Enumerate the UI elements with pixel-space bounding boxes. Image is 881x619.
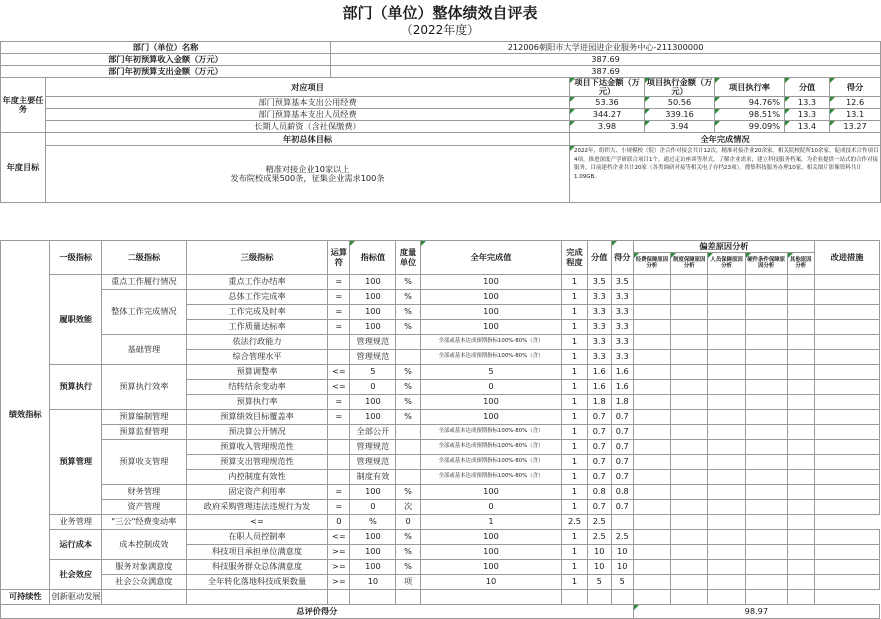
full-cell: 100 (420, 290, 562, 305)
unit-cell (396, 425, 420, 440)
done-cell: 1 (562, 425, 587, 440)
got-header: 得分 (611, 241, 633, 275)
unit-cell: 项 (396, 575, 420, 590)
l3-cell: 内控制度有效性 (186, 470, 328, 485)
full-cell: 全部或基本达成预期指标100%-80%（含） (420, 425, 562, 440)
got-cell: 0.7 (611, 440, 633, 455)
full-cell (396, 590, 420, 605)
done-cell: 1 (562, 365, 587, 380)
unit-cell: % (396, 410, 420, 425)
got-cell: 3.3 (611, 335, 633, 350)
got-cell: 0.7 (611, 425, 633, 440)
iv-cell: 100 (350, 560, 396, 575)
l1-cell: 预算执行 (50, 365, 102, 410)
l2-header: 二级指标 (102, 241, 187, 275)
dev-staff-header: 人员保障原因分析 (708, 253, 745, 275)
task-name: 长期人员薪资（含社保缴费） (46, 121, 570, 133)
dept-name-label: 部门（单位）名称 (1, 42, 331, 54)
table-row (1, 485, 880, 500)
done-cell: 1 (562, 410, 587, 425)
dept-name-value: 212006朝阳市大学进园进企业服务中心-211300000 (331, 42, 881, 54)
page-title: 部门（单位）整体绩效自评表 (342, 4, 538, 22)
l3-cell: 预算支出管理规范性 (186, 455, 328, 470)
task-score: 13.3 (785, 109, 830, 121)
l3-cell: 固定资产利用率 (186, 485, 328, 500)
goal-done-text: 2022年，组织大、小规模校（院）企合作对接会共计12次，精准对接企业20余家。相关院校院所10余家。促成技术合作项目4项。推进深度产学研联合项目1个。通过走访座谈等形式，了解企业需求，建立科技服务档案，为企业提供一站式的合作对接服务。目前建档企业共计20家（各类调研对接等相关电子存档23项）。搜集科技服务办理10家，相关图片影像资料共计1.09GB。 (570, 146, 881, 203)
full-cell: 100 (420, 320, 562, 335)
score-cell: 2.5 (562, 515, 587, 530)
l3-cell: "三公"经费变动率 (102, 515, 187, 530)
got-cell: 10 (611, 560, 633, 575)
table-row (1, 560, 880, 575)
unit-cell: % (396, 545, 420, 560)
op-cell: <= (328, 365, 350, 380)
score-cell: 0.7 (587, 410, 611, 425)
full-cell: 100 (420, 485, 562, 500)
perf-section-label: 绩效指标 (1, 241, 50, 590)
score-cell: 0.7 (587, 500, 611, 515)
op-cell (328, 440, 350, 455)
full-cell: 0 (420, 500, 562, 515)
unit-cell: % (396, 365, 420, 380)
iv-cell: 管理规范 (350, 350, 396, 365)
unit-cell: % (396, 485, 420, 500)
op-cell: = (328, 500, 350, 515)
l3-cell: 预算收入管理规范性 (186, 440, 328, 455)
iv-cell: 100 (350, 410, 396, 425)
l1-cell: 预算管理 (50, 410, 102, 515)
l3-cell: 预决算公开情况 (186, 425, 328, 440)
table-row (1, 530, 880, 545)
l1-cell: 运行成本 (50, 530, 102, 560)
task-name: 部门预算基本支出人员经费 (46, 109, 570, 121)
score-cell: 3.3 (587, 335, 611, 350)
table-row (1, 500, 880, 515)
goal-target (46, 146, 570, 203)
op-header: 运算符 (328, 241, 350, 275)
table-row (1, 97, 881, 109)
dev-funding-header: 经费保障原因分析 (633, 253, 670, 275)
op-cell (328, 455, 350, 470)
got-cell: 2.5 (611, 530, 633, 545)
task-score: 13.4 (785, 121, 830, 133)
unit-cell: % (350, 515, 396, 530)
iv-cell: 100 (350, 395, 396, 410)
task-exec-header: 项目执行金额（万元） (645, 78, 715, 97)
score-cell: 0.8 (587, 485, 611, 500)
got-cell: 3.3 (611, 350, 633, 365)
score-cell: 0.7 (587, 455, 611, 470)
op-cell: >= (328, 575, 350, 590)
full-header: 全年完成值 (420, 241, 562, 275)
full-cell: 100 (420, 545, 562, 560)
fix-header: 改进措施 (815, 241, 880, 275)
l2-cell: 预算收支管理 (102, 440, 187, 485)
full-cell: 5 (420, 365, 562, 380)
l3-cell: 预算绩效目标覆盖率 (186, 410, 328, 425)
done-cell: 1 (562, 350, 587, 365)
l1-cell: 社会效应 (50, 560, 102, 590)
table-row (1, 410, 880, 425)
score-header: 分值 (587, 241, 611, 275)
task-item-header: 对应项目 (46, 78, 570, 97)
iv-cell: 100 (350, 290, 396, 305)
l2-cell: 整体工作完成情况 (102, 290, 187, 335)
l2-cell: 创新驱动发展 (50, 590, 102, 605)
task-budget-header: 项目下达金额（万元） (570, 78, 645, 97)
got-cell: 3.3 (611, 290, 633, 305)
income-label: 部门年初预算收入金额（万元） (1, 54, 331, 66)
l2-cell: 基础管理 (102, 335, 187, 365)
done-cell: 1 (562, 305, 587, 320)
done-cell: 1 (562, 485, 587, 500)
l3-cell: 结转结余变动率 (186, 380, 328, 395)
op-cell: = (328, 320, 350, 335)
unit-cell: % (396, 275, 420, 290)
done-cell: 1 (420, 515, 562, 530)
op-cell: <= (328, 380, 350, 395)
op-cell (328, 335, 350, 350)
iv-header: 指标值 (350, 241, 396, 275)
unit-cell (396, 335, 420, 350)
task-budget: 344.27 (570, 109, 645, 121)
unit-cell: % (396, 395, 420, 410)
got-cell: 1.6 (611, 380, 633, 395)
done-cell: 1 (562, 440, 587, 455)
done-cell: 1 (562, 335, 587, 350)
dev-other-header: 其他原因分析 (787, 253, 815, 275)
task-exec: 3.94 (645, 121, 715, 133)
full-cell: 10 (420, 575, 562, 590)
done-cell: 1 (562, 320, 587, 335)
op-cell: >= (328, 560, 350, 575)
unit-cell: % (396, 320, 420, 335)
op-cell: = (328, 275, 350, 290)
iv-cell: 10 (350, 575, 396, 590)
score-cell: 3.5 (587, 275, 611, 290)
task-budget: 3.98 (570, 121, 645, 133)
got-cell: 0.7 (611, 410, 633, 425)
unit-cell: % (396, 530, 420, 545)
op-cell: <= (328, 530, 350, 545)
score-cell: 5 (587, 575, 611, 590)
iv-cell: 100 (350, 485, 396, 500)
unit-cell: % (396, 290, 420, 305)
income-value: 387.69 (331, 54, 881, 66)
unit-cell: % (396, 380, 420, 395)
op-cell (186, 590, 328, 605)
l3-cell: 预算调整率 (186, 365, 328, 380)
op-cell: <= (186, 515, 328, 530)
got-cell: 3.3 (611, 320, 633, 335)
op-cell: = (328, 290, 350, 305)
unit-cell: % (396, 305, 420, 320)
done-header: 完成程度 (562, 241, 587, 275)
l3-cell: 在职人员控制率 (186, 530, 328, 545)
l3-cell: 总体工作完成率 (186, 290, 328, 305)
table-row (1, 515, 880, 530)
l2-cell: 资产管理 (102, 500, 187, 515)
score-cell: 3.3 (587, 290, 611, 305)
l1-cell: 可持续性 (1, 590, 50, 605)
done-cell: 1 (562, 395, 587, 410)
l3-cell: 综合管理水平 (186, 350, 328, 365)
l3-cell: 工作质量达标率 (186, 320, 328, 335)
full-cell: 100 (420, 410, 562, 425)
score-cell: 0.7 (587, 440, 611, 455)
task-exec: 339.16 (645, 109, 715, 121)
score-cell: 3.3 (587, 305, 611, 320)
performance-table (0, 240, 880, 619)
full-cell: 0 (420, 380, 562, 395)
unit-cell: % (396, 560, 420, 575)
l3-header: 三级指标 (186, 241, 328, 275)
iv-cell: 100 (350, 320, 396, 335)
iv-cell: 0 (328, 515, 350, 530)
op-cell (328, 470, 350, 485)
full-cell: 全部或基本达成预期指标100%-80%（含） (420, 335, 562, 350)
score-cell: 0.7 (587, 470, 611, 485)
iv-cell: 0 (350, 500, 396, 515)
unit-cell (396, 440, 420, 455)
l2-cell: 财务管理 (102, 485, 187, 500)
got-cell: 0.7 (611, 500, 633, 515)
full-cell: 100 (420, 275, 562, 290)
table-row (1, 275, 880, 290)
header (0, 0, 880, 40)
iv-cell: 100 (350, 275, 396, 290)
task-name: 部门预算基本支出公用经费 (46, 97, 570, 109)
l3-cell: 重点工作办结率 (186, 275, 328, 290)
op-cell (328, 425, 350, 440)
dev-system-header: 制度保障原因分析 (671, 253, 708, 275)
dev-hardware-header: 硬件条件保障原因分析 (745, 253, 787, 275)
done-cell: 1 (562, 545, 587, 560)
score-cell: 1.8 (587, 395, 611, 410)
expense-value: 387.69 (331, 66, 881, 78)
task-got: 12.6 (830, 97, 881, 109)
task-rate: 98.51% (715, 109, 785, 121)
done-cell: 1 (562, 560, 587, 575)
done-cell: 1 (562, 470, 587, 485)
op-cell: = (328, 485, 350, 500)
l1-header: 一级指标 (50, 241, 102, 275)
l2-cell: 重点工作履行情况 (102, 275, 187, 290)
score-cell: 10 (587, 545, 611, 560)
unit-header: 度量单位 (396, 241, 420, 275)
full-cell: 100 (420, 395, 562, 410)
done-cell: 1 (562, 290, 587, 305)
done-cell: 1 (562, 530, 587, 545)
got-cell: 3.3 (611, 305, 633, 320)
full-cell: 全部或基本达成预期指标100%-80%（含） (420, 455, 562, 470)
goal-target-header: 年初总体目标 (46, 133, 570, 146)
task-got: 13.1 (830, 109, 881, 121)
table-row (1, 365, 880, 380)
iv-cell: 100 (350, 305, 396, 320)
l2-cell: 服务对象满意度 (102, 560, 187, 575)
done-cell (420, 590, 562, 605)
l3-cell (102, 590, 187, 605)
full-cell: 全部或基本达成预期指标100%-80%（含） (420, 350, 562, 365)
table-row (1, 425, 880, 440)
table-row (1, 290, 880, 305)
got-cell: 0.7 (611, 455, 633, 470)
l3-cell: 工作完成及时率 (186, 305, 328, 320)
unit-cell: 次 (396, 500, 420, 515)
table-row (1, 109, 881, 121)
iv-cell: 管理规范 (350, 455, 396, 470)
task-got: 13.27 (830, 121, 881, 133)
task-rate: 94.76% (715, 97, 785, 109)
op-cell: = (328, 410, 350, 425)
score-cell (562, 590, 587, 605)
got-cell (587, 590, 611, 605)
task-score: 13.3 (785, 97, 830, 109)
l3-cell: 全年转化落地科技成果数量 (186, 575, 328, 590)
l3-cell: 科技项目承担单位满意度 (186, 545, 328, 560)
iv-cell: 制度有效 (350, 470, 396, 485)
full-cell: 0 (396, 515, 420, 530)
goal-section-label: 年度目标 (1, 133, 46, 203)
iv-cell: 5 (350, 365, 396, 380)
score-cell: 3.3 (587, 350, 611, 365)
total-value: 98.97 (633, 605, 879, 619)
iv-cell: 0 (350, 380, 396, 395)
table-row (1, 121, 881, 133)
iv-cell: 管理规范 (350, 440, 396, 455)
l3-cell: 政府采购管理违法违规行为发 (186, 500, 328, 515)
op-cell: = (328, 395, 350, 410)
l3-cell: 科技服务群众总体满意度 (186, 560, 328, 575)
task-section-label: 年度主要任务 (1, 78, 46, 133)
full-cell: 全部或基本达成预期指标100%-80%（含） (420, 470, 562, 485)
unit-cell (396, 470, 420, 485)
score-cell: 3.3 (587, 320, 611, 335)
iv-cell: 100 (350, 545, 396, 560)
full-cell: 全部或基本达成预期指标100%-80%（含） (420, 440, 562, 455)
l1-cell: 履职效能 (50, 275, 102, 365)
l3-cell: 依法行政能力 (186, 335, 328, 350)
got-cell: 10 (611, 545, 633, 560)
full-cell: 100 (420, 305, 562, 320)
iv-cell: 管理规范 (350, 335, 396, 350)
got-cell: 0.7 (611, 470, 633, 485)
score-cell: 2.5 (587, 530, 611, 545)
table-row (1, 575, 880, 590)
op-cell: >= (328, 545, 350, 560)
score-cell: 0.7 (587, 425, 611, 440)
done-cell: 1 (562, 575, 587, 590)
task-rate-header: 项目执行率 (715, 78, 785, 97)
score-cell: 1.6 (587, 365, 611, 380)
goal-done-header: 全年完成情况 (570, 133, 881, 146)
score-cell: 10 (587, 560, 611, 575)
unit-cell (396, 455, 420, 470)
l2-cell: 预算监督管理 (102, 425, 187, 440)
l2-cell: 业务管理 (50, 515, 102, 530)
got-cell: 2.5 (587, 515, 611, 530)
got-cell: 0.8 (611, 485, 633, 500)
unit-cell (350, 590, 396, 605)
iv-cell: 100 (350, 530, 396, 545)
done-cell: 1 (562, 380, 587, 395)
l2-cell: 成本控制成效 (102, 530, 187, 560)
op-cell: = (328, 305, 350, 320)
l3-cell: 预算执行率 (186, 395, 328, 410)
dev-header: 偏差原因分析 (633, 241, 814, 253)
iv-cell: 全部公开 (350, 425, 396, 440)
unit-cell (396, 350, 420, 365)
table-row (1, 335, 880, 350)
goal-target-line: 精准对接企业10家以上 (265, 164, 350, 175)
got-cell: 3.5 (611, 275, 633, 290)
task-exec: 50.56 (645, 97, 715, 109)
got-cell: 1.8 (611, 395, 633, 410)
got-cell: 5 (611, 575, 633, 590)
goal-target-line: 发布院校成果500条，征集企业需求100条 (230, 173, 385, 184)
full-cell: 100 (420, 530, 562, 545)
score-cell: 1.6 (587, 380, 611, 395)
expense-label: 部门年初预算支出金额（万元） (1, 66, 331, 78)
l2-cell: 预算执行效率 (102, 365, 187, 410)
total-label: 总评价得分 (1, 605, 634, 619)
done-cell: 1 (562, 275, 587, 290)
task-got-header: 得分 (830, 78, 881, 97)
iv-cell (328, 590, 350, 605)
l2-cell: 预算编制管理 (102, 410, 187, 425)
table-row (1, 590, 880, 605)
task-budget: 53.36 (570, 97, 645, 109)
table-row (1, 440, 880, 455)
task-rate: 99.09% (715, 121, 785, 133)
task-score-header: 分值 (785, 78, 830, 97)
done-cell: 1 (562, 455, 587, 470)
full-cell: 100 (420, 560, 562, 575)
report-year: （2022年度） (400, 23, 480, 37)
got-cell: 1.6 (611, 365, 633, 380)
summary-table (0, 41, 881, 203)
l2-cell: 社会公众满意度 (102, 575, 187, 590)
op-cell (328, 350, 350, 365)
done-cell: 1 (562, 500, 587, 515)
